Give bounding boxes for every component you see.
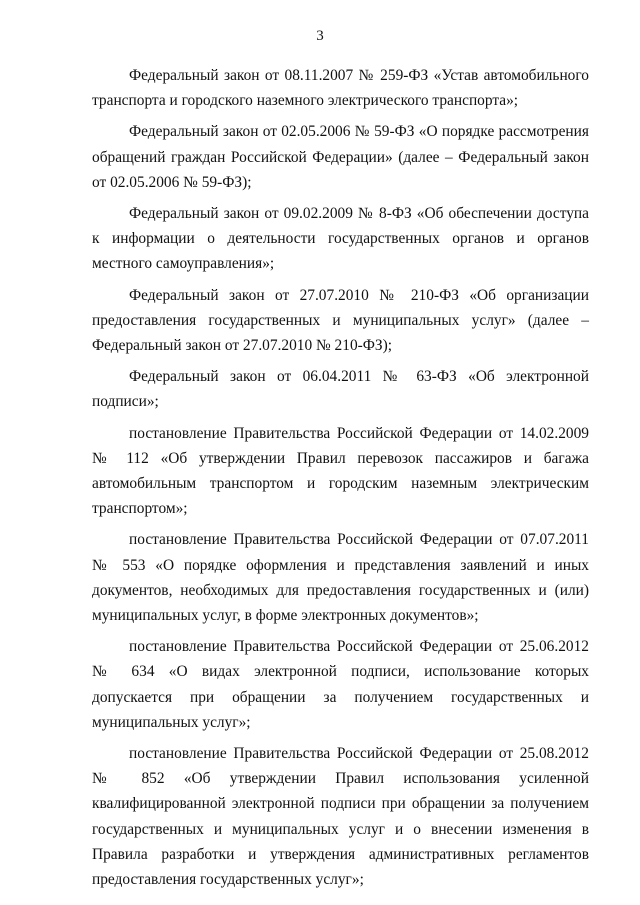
paragraph-law-210: Федеральный закон от 27.07.2010 № 210-ФЗ «Об организации предоставления государственных и муниципальных услуг» (далее – Федеральный закон от 27.07.2010 № 210-ФЗ); <box>92 286 589 355</box>
paragraph-resolution-112: постановление Правительства Российской Федерации от 14.02.2009 № 112 «Об утверждении Правил перевозок пассажиров и багажа автомобильным транспортом и городским наземным электрическим транспортом»; <box>92 424 589 518</box>
paragraph-law-59: Федеральный закон от 02.05.2006 № 59-ФЗ «О порядке рассмотрения обращений граждан Российской Федерации» (далее – Федеральный закон от 02.05.2006 № 59-ФЗ); <box>92 123 589 191</box>
page-number: 3 <box>316 28 324 44</box>
paragraph-law-259: Федеральный закон от 08.11.2007 № 259-ФЗ «Устав автомобильного транспорта и городского наземного электрического транспорта»; <box>92 67 589 110</box>
paragraph-resolution-553: постановление Правительства Российской Федерации от 07.07.2011 № 553 «О порядке оформления и представления заявлений и иных документов, необходимых для предоставления государственных и (или) муниципальных услуг, в форме электронных документов»; <box>92 531 589 625</box>
paragraph-resolution-634: постановление Правительства Российской Федерации от 25.06.2012 № 634 «О видах электронной подписи, использование которых допускается при обращении за получением государственных и муниципальных услуг»; <box>92 638 589 731</box>
paragraph-law-63: Федеральный закон от 06.04.2011 № 63-ФЗ «Об электронной подписи»; <box>92 368 589 411</box>
document-body <box>92 63 589 898</box>
paragraph-law-8: Федеральный закон от 09.02.2009 № 8-ФЗ «Об обеспечении доступа к информации о деятельности государственных органов и органов местного самоуправления»; <box>92 205 589 273</box>
paragraph-resolution-852: постановление Правительства Российской Федерации от 25.08.2012 № 852 «Об утверждении Правил использования усиленной квалифицированной электронной подписи при обращении за получением государственных и муниципальных услуг и о внесении изменения в Правила разработки и утверждения административных регламентов предоставления государственных услуг»; <box>92 745 589 889</box>
